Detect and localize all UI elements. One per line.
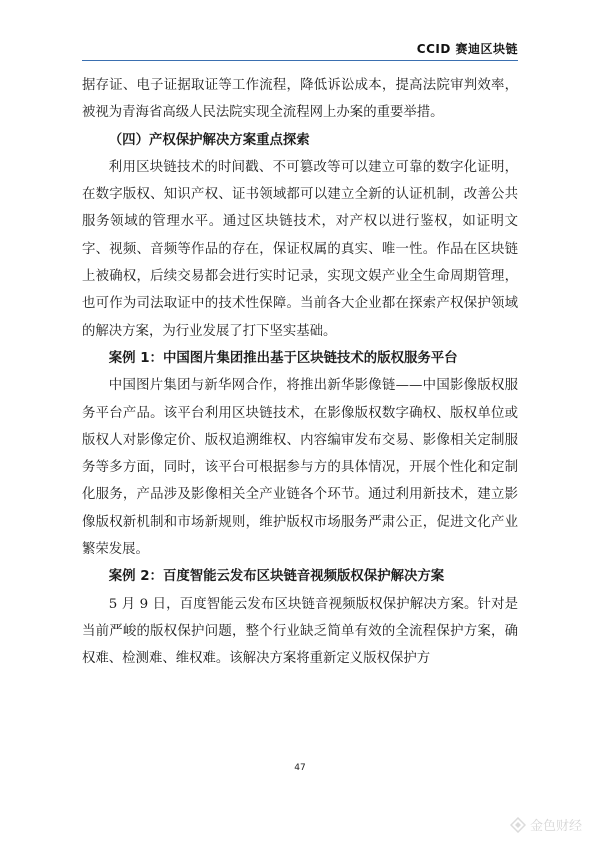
header-divider (82, 60, 518, 61)
watermark (510, 815, 582, 834)
header-brand: CCID 赛迪区块链 (416, 42, 518, 56)
paragraph-court-evidence: 据存证、电子证据取证等工作流程，降低诉讼成本，提高法院审判效率，被视为青海省高级人民法院实现全流程网上办案的重要举措。 (82, 78, 518, 121)
watermark-logo-icon (510, 817, 526, 833)
watermark-text: 金色财经 (529, 819, 582, 834)
document-body (82, 72, 518, 673)
page-number: 47 (294, 763, 306, 773)
case-heading-1: 案例 1：中国图片集团推出基于区块链技术的版权服务平台 (108, 350, 458, 366)
paragraph-case-1: 中国图片集团与新华网合作，将推出新华影像链——中国影像版权服务平台产品。该平台利用区块链技术，在影像版权数字确权、版权单位或版权人对影像定价、版权追溯维权、内容编审发布交易、影像相关定制服务等多方面，同时，该平台可根据参与方的具体情况，开展个性化和定制化服务，产品涉及影像相关全产业链各个环节。通过利用新技术，建立影像版权新机制和市场新规则，维护版权市场服务严肃公正，促进文化产业繁荣发展。 (82, 378, 518, 558)
paragraph-case-2: 5 月 9 日，百度智能云发布区块链音视频版权保护解决方案。针对是当前严峻的版权保护问题，整个行业缺乏简单有效的全流程保护方案，确权难、检测难、维权难。该解决方案将重新定义版权保护方 (82, 596, 518, 667)
section-heading-property-rights: （四）产权保护解决方案重点探索 (108, 132, 310, 148)
paragraph-property-rights: 利用区块链技术的时间戳、不可篡改等可以建立可靠的数字化证明，在数字版权、知识产权、证书领域都可以建立全新的认证机制，改善公共服务领域的管理水平。通过区块链技术，对产权以进行鉴权，如证明文字、视频、音频等作品的存在，保证权属的真实、唯一性。作品在区块链上被确权，后续交易都会进行实时记录，实现文娱产业全生命周期管理，也可作为司法取证中的技术性保障。当前各大企业都在探索产权保护领域的解决方案，为行业发展了打下坚实基础。 (82, 159, 518, 339)
case-heading-2: 案例 2：百度智能云发布区块链音视频版权保护解决方案 (108, 569, 445, 585)
